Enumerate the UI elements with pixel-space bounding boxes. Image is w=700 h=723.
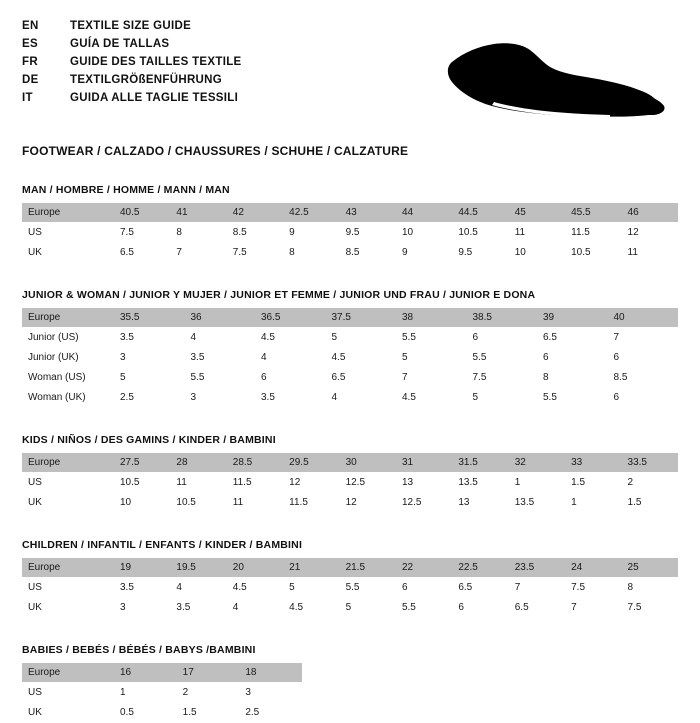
size-table-header-row bbox=[22, 558, 678, 578]
size-cell: 45 bbox=[509, 203, 565, 223]
size-cell: 1.5 bbox=[622, 493, 678, 513]
size-cell: 44.5 bbox=[452, 203, 508, 223]
size-cell: 11.5 bbox=[283, 493, 339, 513]
size-cell: 5 bbox=[114, 368, 185, 388]
size-cell: 29.5 bbox=[283, 453, 339, 473]
size-cell: 19 bbox=[114, 558, 170, 578]
table-row bbox=[22, 328, 678, 348]
size-cell: 11.5 bbox=[227, 473, 283, 493]
size-cell: 5 bbox=[340, 598, 396, 618]
size-cell: 6 bbox=[608, 388, 679, 408]
row-label: Europe bbox=[22, 453, 114, 473]
size-cell: 27.5 bbox=[114, 453, 170, 473]
size-table bbox=[22, 203, 678, 263]
language-row bbox=[22, 20, 242, 38]
size-cell: 8 bbox=[537, 368, 608, 388]
row-label: UK bbox=[22, 493, 114, 513]
size-cell: 36.5 bbox=[255, 308, 326, 328]
row-label: Junior (UK) bbox=[22, 348, 114, 368]
size-cell: 1 bbox=[565, 493, 621, 513]
dress-shoe-icon bbox=[434, 32, 674, 124]
size-cell: 42 bbox=[227, 203, 283, 223]
row-label: Junior (US) bbox=[22, 328, 114, 348]
section-title: KIDS / NIÑOS / DES GAMINS / KINDER / BAMBINI bbox=[22, 434, 276, 446]
size-cell: 4.5 bbox=[326, 348, 397, 368]
size-cell: 12 bbox=[340, 493, 396, 513]
row-label: Europe bbox=[22, 203, 114, 223]
language-title: TEXTILE SIZE GUIDE bbox=[70, 20, 192, 32]
size-table-header-row bbox=[22, 663, 302, 683]
size-cell: 10 bbox=[114, 493, 170, 513]
size-cell: 45.5 bbox=[565, 203, 621, 223]
size-cell: 1 bbox=[509, 473, 565, 493]
size-cell: 33.5 bbox=[622, 453, 678, 473]
size-cell: 5.5 bbox=[396, 328, 467, 348]
size-cell: 7 bbox=[608, 328, 679, 348]
size-cell: 24 bbox=[565, 558, 621, 578]
table-row bbox=[22, 598, 678, 618]
size-cell: 5.5 bbox=[185, 368, 256, 388]
size-cell: 10 bbox=[509, 243, 565, 263]
size-cell: 8.5 bbox=[608, 368, 679, 388]
size-cell: 19.5 bbox=[170, 558, 226, 578]
table-row bbox=[22, 243, 678, 263]
size-cell: 6.5 bbox=[326, 368, 397, 388]
table-row bbox=[22, 348, 678, 368]
size-cell: 4 bbox=[185, 328, 256, 348]
size-cell: 9 bbox=[396, 243, 452, 263]
size-cell: 33 bbox=[565, 453, 621, 473]
row-label: Woman (UK) bbox=[22, 388, 114, 408]
size-table bbox=[22, 663, 302, 723]
size-cell: 28.5 bbox=[227, 453, 283, 473]
size-cell: 38 bbox=[396, 308, 467, 328]
size-cell: 7.5 bbox=[565, 578, 621, 598]
size-cell: 13.5 bbox=[509, 493, 565, 513]
size-cell: 43 bbox=[340, 203, 396, 223]
language-row bbox=[22, 74, 242, 92]
size-cell: 2 bbox=[177, 683, 240, 703]
size-cell: 5 bbox=[396, 348, 467, 368]
size-cell: 0.5 bbox=[114, 703, 177, 723]
size-cell: 3 bbox=[239, 683, 302, 703]
size-cell: 11 bbox=[509, 223, 565, 243]
size-cell: 5 bbox=[326, 328, 397, 348]
size-cell: 6.5 bbox=[537, 328, 608, 348]
row-label: US bbox=[22, 578, 114, 598]
row-label: UK bbox=[22, 598, 114, 618]
document-header bbox=[22, 20, 678, 138]
language-row bbox=[22, 56, 242, 74]
size-cell: 10.5 bbox=[170, 493, 226, 513]
size-cell: 4.5 bbox=[227, 578, 283, 598]
language-code: ES bbox=[22, 38, 38, 50]
size-cell: 18 bbox=[239, 663, 302, 683]
table-row bbox=[22, 703, 302, 723]
size-cell: 3.5 bbox=[114, 328, 185, 348]
size-cell: 16 bbox=[114, 663, 177, 683]
size-cell: 6 bbox=[537, 348, 608, 368]
size-cell: 3 bbox=[185, 388, 256, 408]
size-cell: 3.5 bbox=[170, 598, 226, 618]
size-cell: 32 bbox=[509, 453, 565, 473]
size-cell: 39 bbox=[537, 308, 608, 328]
size-cell: 5.5 bbox=[340, 578, 396, 598]
size-cell: 7 bbox=[170, 243, 226, 263]
size-cell: 3.5 bbox=[114, 578, 170, 598]
language-row bbox=[22, 92, 242, 110]
size-cell: 28 bbox=[170, 453, 226, 473]
size-cell: 4 bbox=[170, 578, 226, 598]
size-cell: 6 bbox=[608, 348, 679, 368]
size-cell: 7.5 bbox=[114, 223, 170, 243]
size-cell: 9 bbox=[283, 223, 339, 243]
size-cell: 3.5 bbox=[185, 348, 256, 368]
section-title: CHILDREN / INFANTIL / ENFANTS / KINDER / BAMBINI bbox=[22, 539, 303, 551]
size-cell: 12 bbox=[283, 473, 339, 493]
size-cell: 7.5 bbox=[622, 598, 678, 618]
size-cell: 4.5 bbox=[396, 388, 467, 408]
size-cell: 2.5 bbox=[239, 703, 302, 723]
size-cell: 4.5 bbox=[255, 328, 326, 348]
language-code: FR bbox=[22, 56, 38, 68]
size-cell: 36 bbox=[185, 308, 256, 328]
size-cell: 2.5 bbox=[114, 388, 185, 408]
language-code: DE bbox=[22, 74, 39, 86]
size-table-header-row bbox=[22, 453, 678, 473]
size-table bbox=[22, 453, 678, 513]
size-cell: 38.5 bbox=[467, 308, 538, 328]
size-cell: 2 bbox=[622, 473, 678, 493]
language-title: TEXTILGRÖßENFÜHRUNG bbox=[70, 74, 222, 86]
size-cell: 7 bbox=[396, 368, 467, 388]
size-table-header-row bbox=[22, 308, 678, 328]
size-cell: 44 bbox=[396, 203, 452, 223]
size-cell: 17 bbox=[177, 663, 240, 683]
table-row bbox=[22, 493, 678, 513]
size-cell: 9.5 bbox=[340, 223, 396, 243]
size-section bbox=[22, 539, 678, 618]
size-cell: 42.5 bbox=[283, 203, 339, 223]
size-cell: 1.5 bbox=[177, 703, 240, 723]
size-cell: 6 bbox=[255, 368, 326, 388]
size-cell: 8 bbox=[170, 223, 226, 243]
size-cell: 4 bbox=[255, 348, 326, 368]
row-label: Europe bbox=[22, 308, 114, 328]
size-cell: 46 bbox=[622, 203, 678, 223]
size-table bbox=[22, 558, 678, 618]
language-code: IT bbox=[22, 92, 33, 104]
size-cell: 13.5 bbox=[452, 473, 508, 493]
size-table-header-row bbox=[22, 203, 678, 223]
row-label: Woman (US) bbox=[22, 368, 114, 388]
category-title: FOOTWEAR / CALZADO / CHAUSSURES / SCHUHE / CALZATURE bbox=[22, 144, 409, 158]
size-cell: 23.5 bbox=[509, 558, 565, 578]
size-cell: 11 bbox=[170, 473, 226, 493]
size-section bbox=[22, 644, 678, 723]
size-cell: 6.5 bbox=[509, 598, 565, 618]
size-cell: 6 bbox=[396, 578, 452, 598]
language-code: EN bbox=[22, 20, 39, 32]
size-cell: 1 bbox=[114, 683, 177, 703]
size-cell: 13 bbox=[396, 473, 452, 493]
size-cell: 5.5 bbox=[537, 388, 608, 408]
table-row bbox=[22, 578, 678, 598]
language-title: GUIDA ALLE TAGLIE TESSILI bbox=[70, 92, 239, 104]
size-cell: 11 bbox=[227, 493, 283, 513]
size-cell: 7.5 bbox=[227, 243, 283, 263]
size-cell: 8 bbox=[283, 243, 339, 263]
size-cell: 10 bbox=[396, 223, 452, 243]
size-cell: 37.5 bbox=[326, 308, 397, 328]
language-titles-body bbox=[22, 20, 242, 110]
size-cell: 40.5 bbox=[114, 203, 170, 223]
size-section bbox=[22, 434, 678, 513]
size-cell: 4.5 bbox=[283, 598, 339, 618]
row-label: Europe bbox=[22, 663, 114, 683]
size-cell: 12 bbox=[622, 223, 678, 243]
size-table bbox=[22, 308, 678, 408]
size-cell: 31 bbox=[396, 453, 452, 473]
size-section bbox=[22, 289, 678, 408]
size-cell: 11 bbox=[622, 243, 678, 263]
row-label: US bbox=[22, 223, 114, 243]
section-title: JUNIOR & WOMAN / JUNIOR Y MUJER / JUNIOR ET FEMME / JUNIOR UND FRAU / JUNIOR E DONA bbox=[22, 289, 536, 301]
size-cell: 4 bbox=[326, 388, 397, 408]
size-section bbox=[22, 184, 678, 263]
row-label: Europe bbox=[22, 558, 114, 578]
size-cell: 6 bbox=[452, 598, 508, 618]
table-row bbox=[22, 473, 678, 493]
sections-root bbox=[22, 184, 678, 723]
size-cell: 7.5 bbox=[467, 368, 538, 388]
size-cell: 35.5 bbox=[114, 308, 185, 328]
size-cell: 10.5 bbox=[565, 243, 621, 263]
row-label: UK bbox=[22, 703, 114, 723]
size-cell: 31.5 bbox=[452, 453, 508, 473]
size-cell: 5.5 bbox=[467, 348, 538, 368]
size-cell: 5 bbox=[467, 388, 538, 408]
size-cell: 10.5 bbox=[114, 473, 170, 493]
row-label: US bbox=[22, 473, 114, 493]
section-title: MAN / HOMBRE / HOMME / MANN / MAN bbox=[22, 184, 230, 196]
size-cell: 3 bbox=[114, 598, 170, 618]
size-cell: 6 bbox=[467, 328, 538, 348]
size-cell: 7 bbox=[565, 598, 621, 618]
size-cell: 20 bbox=[227, 558, 283, 578]
size-cell: 8.5 bbox=[227, 223, 283, 243]
size-cell: 10.5 bbox=[452, 223, 508, 243]
language-row bbox=[22, 38, 242, 56]
size-cell: 8 bbox=[622, 578, 678, 598]
row-label: UK bbox=[22, 243, 114, 263]
size-cell: 41 bbox=[170, 203, 226, 223]
size-cell: 4 bbox=[227, 598, 283, 618]
size-cell: 5.5 bbox=[396, 598, 452, 618]
size-cell: 25 bbox=[622, 558, 678, 578]
size-cell: 8.5 bbox=[340, 243, 396, 263]
size-cell: 22.5 bbox=[452, 558, 508, 578]
size-cell: 3.5 bbox=[255, 388, 326, 408]
language-titles-table bbox=[22, 20, 242, 110]
language-title: GUIDE DES TAILLES TEXTILE bbox=[70, 56, 242, 68]
section-title: BABIES / BEBÉS / BÉBÉS / BABYS /BAMBINI bbox=[22, 644, 256, 656]
size-cell: 12.5 bbox=[340, 473, 396, 493]
table-row bbox=[22, 388, 678, 408]
table-row bbox=[22, 368, 678, 388]
size-cell: 11.5 bbox=[565, 223, 621, 243]
size-cell: 12.5 bbox=[396, 493, 452, 513]
size-cell: 22 bbox=[396, 558, 452, 578]
size-cell: 30 bbox=[340, 453, 396, 473]
size-cell: 5 bbox=[283, 578, 339, 598]
size-cell: 6.5 bbox=[452, 578, 508, 598]
row-label: US bbox=[22, 683, 114, 703]
size-cell: 3 bbox=[114, 348, 185, 368]
size-cell: 7 bbox=[509, 578, 565, 598]
size-cell: 13 bbox=[452, 493, 508, 513]
table-row bbox=[22, 223, 678, 243]
size-cell: 9.5 bbox=[452, 243, 508, 263]
size-cell: 21 bbox=[283, 558, 339, 578]
size-cell: 1.5 bbox=[565, 473, 621, 493]
size-cell: 6.5 bbox=[114, 243, 170, 263]
size-cell: 40 bbox=[608, 308, 679, 328]
language-title: GUÍA DE TALLAS bbox=[70, 38, 170, 50]
size-cell: 21.5 bbox=[340, 558, 396, 578]
